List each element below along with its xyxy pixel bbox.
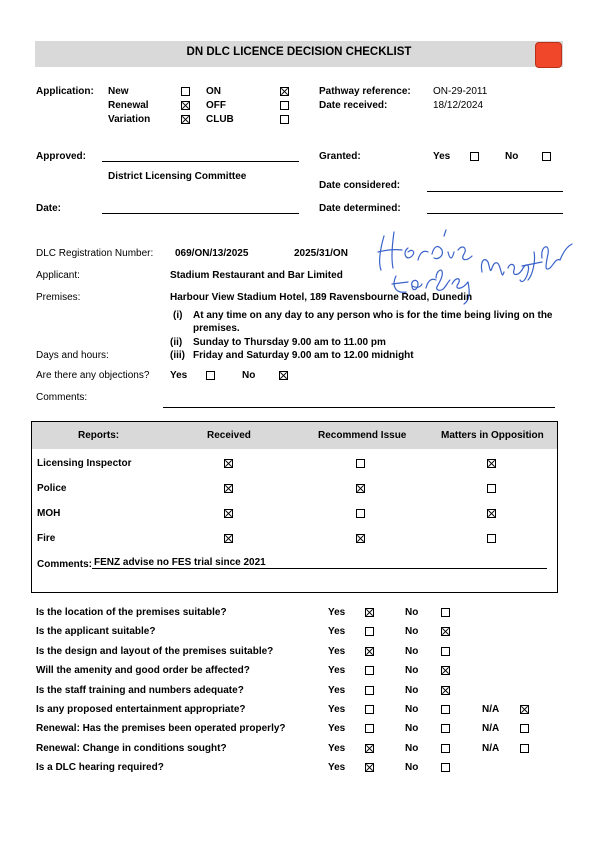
question-yes-checkbox[interactable] [365, 705, 374, 714]
reports-comments-label: Comments: [37, 559, 93, 570]
question-text: Renewal: Has the premises been operated properly? [36, 723, 286, 734]
question-yes-label: Yes [328, 704, 346, 715]
question-yes-checkbox[interactable] [365, 744, 374, 753]
question-no-checkbox[interactable] [441, 744, 450, 753]
question-text: Will the amenity and good order be affected? [36, 665, 250, 676]
reports-comments-value: FENZ advise no FES trial since 2021 [94, 557, 266, 568]
question-text: Is the applicant suitable? [36, 626, 156, 637]
granted-label: Granted: [319, 151, 361, 162]
question-no-label: No [405, 704, 419, 715]
date-considered-label: Date considered: [319, 180, 401, 191]
reports-header-recommend: Recommend Issue [318, 430, 407, 441]
title-bar [35, 41, 563, 67]
comments-label: Comments: [36, 392, 88, 403]
police-recommend-checkbox[interactable] [356, 484, 365, 493]
pathway-value: ON-29-2011 [433, 86, 488, 97]
question-no-checkbox[interactable] [441, 647, 450, 656]
report-row-fire: Fire [37, 533, 56, 544]
date-label: Date: [36, 203, 62, 214]
question-na-checkbox[interactable] [520, 744, 529, 753]
question-no-checkbox[interactable] [441, 724, 450, 733]
question-yes-label: Yes [328, 743, 346, 754]
hours-item-3-text: Friday and Saturday 9.00 am to 12.00 midnight [193, 350, 414, 361]
question-text: Is the staff training and numbers adequate? [36, 685, 244, 696]
objections-label: Are there any objections? [36, 370, 150, 381]
question-no-label: No [405, 626, 419, 637]
days-hours-label: Days and hours: [36, 350, 109, 361]
question-yes-checkbox[interactable] [365, 763, 374, 772]
question-text: Is the design and layout of the premises suitable? [36, 646, 274, 657]
licence-class-off: OFF [206, 100, 226, 111]
checkbox-club[interactable] [280, 115, 289, 124]
question-no-checkbox[interactable] [441, 627, 450, 636]
checkbox-variation[interactable] [181, 115, 190, 124]
question-yes-label: Yes [328, 607, 346, 618]
fire-received-checkbox[interactable] [224, 534, 233, 543]
question-no-label: No [405, 685, 419, 696]
pathway-label: Pathway reference: [319, 86, 411, 97]
question-na-checkbox[interactable] [520, 724, 529, 733]
reports-header-reports: Reports: [78, 430, 120, 441]
hours-item-2-text: Sunday to Thursday 9.00 am to 11.00 pm [193, 337, 386, 348]
granted-no-checkbox[interactable] [542, 152, 551, 161]
police-opposition-checkbox[interactable] [487, 484, 496, 493]
checkbox-off[interactable] [280, 101, 289, 110]
page-title: DN DLC LICENCE DECISION CHECKLIST [186, 46, 412, 58]
question-yes-checkbox[interactable] [365, 647, 374, 656]
question-no-checkbox[interactable] [441, 666, 450, 675]
hours-item-2-number: (ii) [170, 337, 183, 348]
reports-header-received: Received [207, 430, 251, 441]
granted-no-label: No [505, 151, 519, 162]
granted-yes-label: Yes [433, 151, 451, 162]
question-na-label: N/A [482, 743, 500, 754]
reports-comments-line[interactable] [92, 568, 547, 569]
hours-item-1-number: (i) [173, 310, 183, 321]
applicant-label: Applicant: [36, 270, 80, 281]
fire-opposition-checkbox[interactable] [487, 534, 496, 543]
question-yes-label: Yes [328, 646, 346, 657]
question-yes-label: Yes [328, 626, 346, 637]
reports-header-row [32, 422, 557, 449]
moh-opposition-checkbox[interactable] [487, 509, 496, 518]
question-na-label: N/A [482, 704, 500, 715]
question-yes-checkbox[interactable] [365, 724, 374, 733]
premises-label: Premises: [36, 292, 81, 303]
question-na-checkbox[interactable] [520, 705, 529, 714]
question-yes-label: Yes [328, 723, 346, 734]
question-no-label: No [405, 646, 419, 657]
date-received-label: Date received: [319, 100, 388, 111]
report-row-licensing-inspector: Licensing Inspector [37, 458, 132, 469]
date-line[interactable] [102, 213, 299, 214]
moh-received-checkbox[interactable] [224, 509, 233, 518]
application-type-new: New [108, 86, 129, 97]
question-text: Renewal: Change in conditions sought? [36, 743, 227, 754]
application-label: Application: [36, 86, 94, 97]
checkbox-renewal[interactable] [181, 101, 190, 110]
date-received-value: 18/12/2024 [433, 100, 484, 111]
application-type-renewal: Renewal [108, 100, 149, 111]
moh-recommend-checkbox[interactable] [356, 509, 365, 518]
question-yes-checkbox[interactable] [365, 608, 374, 617]
question-yes-label: Yes [328, 762, 346, 773]
question-no-label: No [405, 743, 419, 754]
licensing-inspector-recommend-checkbox[interactable] [356, 459, 365, 468]
question-no-label: No [405, 607, 419, 618]
approved-line[interactable] [102, 161, 299, 162]
committee-label: District Licensing Committee [108, 171, 247, 182]
question-yes-checkbox[interactable] [365, 686, 374, 695]
reports-header-opposition: Matters in Opposition [441, 430, 544, 441]
question-yes-checkbox[interactable] [365, 666, 374, 675]
objections-no-label: No [242, 370, 256, 381]
licence-class-on: ON [206, 86, 221, 97]
date-determined-label: Date determined: [319, 203, 401, 214]
registration-ref: 2025/31/ON [294, 248, 348, 259]
question-yes-label: Yes [328, 685, 346, 696]
question-no-checkbox[interactable] [441, 705, 450, 714]
question-no-label: No [405, 665, 419, 676]
licensing-inspector-opposition-checkbox[interactable] [487, 459, 496, 468]
question-na-label: N/A [482, 723, 500, 734]
objections-no-checkbox[interactable] [279, 371, 288, 380]
question-yes-checkbox[interactable] [365, 627, 374, 636]
question-text: Is a DLC hearing required? [36, 762, 164, 773]
granted-yes-checkbox[interactable] [470, 152, 479, 161]
report-row-moh: MOH [37, 508, 61, 519]
application-type-variation: Variation [108, 114, 151, 125]
objections-yes-checkbox[interactable] [206, 371, 215, 380]
hours-item-1-text-continued: premises. [193, 323, 240, 334]
question-text: Is any proposed entertainment appropriate? [36, 704, 246, 715]
question-no-checkbox[interactable] [441, 608, 450, 617]
question-no-checkbox[interactable] [441, 763, 450, 772]
fire-recommend-checkbox[interactable] [356, 534, 365, 543]
question-no-label: No [405, 762, 419, 773]
red-indicator-box [535, 42, 562, 68]
checkbox-new[interactable] [181, 87, 190, 96]
comments-line[interactable] [163, 407, 555, 408]
approved-label: Approved: [36, 151, 87, 162]
hours-item-1-text: At any time on any day to any person who is for the time being living on the [193, 310, 553, 321]
registration-label: DLC Registration Number: [36, 248, 154, 259]
police-received-checkbox[interactable] [224, 484, 233, 493]
date-considered-line[interactable] [427, 191, 563, 192]
registration-value: 069/ON/13/2025 [175, 248, 249, 259]
reports-table [31, 421, 558, 593]
report-row-police: Police [37, 483, 67, 494]
hours-item-3-number: (iii) [170, 350, 185, 361]
premises-value: Harbour View Stadium Hotel, 189 Ravensbourne Road, Dunedin [170, 292, 473, 303]
licensing-inspector-received-checkbox[interactable] [224, 459, 233, 468]
question-no-label: No [405, 723, 419, 734]
checkbox-on[interactable] [280, 87, 289, 96]
date-determined-line[interactable] [427, 213, 563, 214]
question-no-checkbox[interactable] [441, 686, 450, 695]
licence-class-club: CLUB [206, 114, 234, 125]
objections-yes-label: Yes [170, 370, 188, 381]
question-text: Is the location of the premises suitable? [36, 607, 227, 618]
applicant-value: Stadium Restaurant and Bar Limited [170, 270, 343, 281]
question-yes-label: Yes [328, 665, 346, 676]
